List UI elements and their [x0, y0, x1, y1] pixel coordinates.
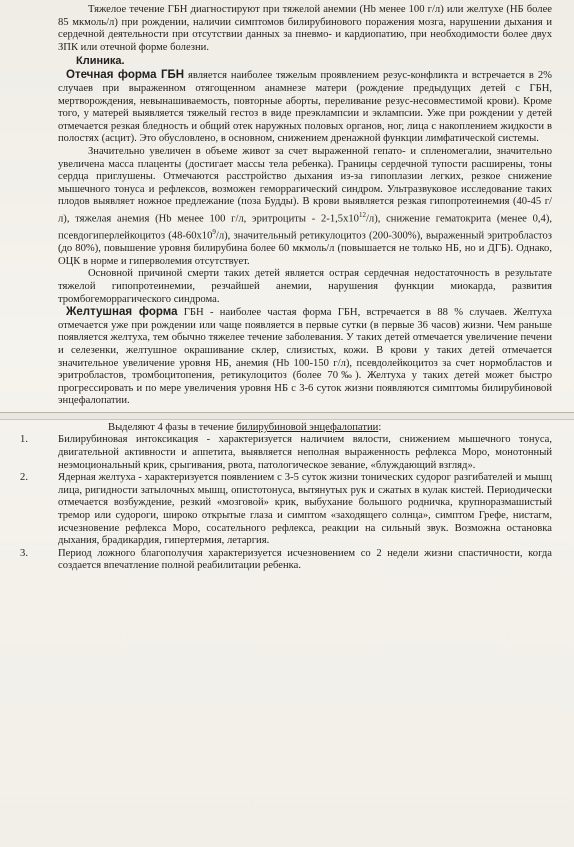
edema-text-2b: /л), снижение гематокрита (менее 0,4), псевдогиперлейкоцитоз (48-60x10 [58, 213, 553, 242]
phase-number: 1. [20, 434, 28, 446]
phase-text: Ядерная желтуха - характеризуется появлением с 3-5 суток жизни тонических судорог разгибателей и мышц лица, ригидности затылочных мышц, опистотонуса, вытянутых рук и сжатых в кулак кистей. Периодически отмечается возбуждение, резкий «мозговой» крик, выбухание большого родничка, крупноразмашистый тремор или судороги, широко открытые глаза и симптом «заходящего солнца», симптом Грефе, нистагм, исчезновение рефлекса Моро, сосательного рефлекса, реакции на сильный звук. Возможна остановка дыхания, брадикардия, гипертермия, летаргия. [58, 472, 552, 547]
icteric-term: Желтушная форма [66, 306, 178, 319]
phases-lead-text: Выделяют 4 фазы в течение [108, 421, 237, 433]
phase-text: Период ложного благополучия характеризуется исчезновением со 2 недели жизни спастичности, когда создается впечатление полной реабилитации ребенка. [58, 547, 552, 572]
phases-lead-underlined: билирубиновой энцефалопатии [236, 421, 379, 433]
phase-item-1 [20, 434, 552, 472]
page-seam-divider [0, 412, 574, 420]
phase-number: 3. [20, 547, 28, 559]
edema-paragraph-1 [58, 69, 552, 146]
phases-lead [108, 422, 552, 435]
superscript-12: 12 [358, 210, 366, 219]
phase-item-2 [20, 472, 552, 548]
edema-text-2c: /л), значительный ретикулоцитоз (200-300%), выраженный эритробластоз (до 80%), повышение уровня билирубина более 60 мкмоль/л (повышается не только НБ, но и ДГБ). Однако, ОЦК в норме и гиперволемия отсутствует. [58, 230, 552, 267]
phase-text: Билирубиновая интоксикация - характеризуется наличием вялости, снижением мышечного тонуса, двигательной активности и аппетита, выявляется неполная выраженность рефлекса Моро, монотонный неэмоциональный крик, срыгивания, рвота, патологическое зевание, «блуждающий взгляд». [58, 434, 552, 471]
phase-number: 2. [20, 472, 28, 484]
clinic-heading: Клиника. [76, 55, 125, 68]
edema-paragraph-2 [58, 146, 552, 268]
phases-list [20, 434, 552, 573]
edema-text-2a: Значительно увеличен в объеме живот за счет выраженной гепато- и спленомегалии, значительно увеличена масса плаценты (достигает массы тела ребенка). Границы сердечной тупости расширены, тоны сердца приглушены. Отмечаются расстройство дыхания из-за гипоплазии легких, резкое снижение мышечного тонуса и рефлексов, возможен геморрагический синдром. Ультразвуковое исследование таких плодов выявляет ножное предлежание (поза Будды). В крови выявляется резкая гипопротеинемия (40-45 г/л), тяжелая анемия (Hb менее 100 г/л, эритроциты - 2-1,5x10 [58, 145, 552, 225]
icteric-paragraph [58, 306, 552, 408]
edema-term: Отечная форма ГБН [66, 69, 185, 82]
icteric-text: ГБН - наиболее частая форма ГБН, встречается в 88 % случаев. Желтуха отмечается уже при рождении или чаще появляется в первые сутки (в первые 36 часов) жизни. Чем раньше появляется желтуха, тем обычно тяжелее течение заболевания. У таких детей отмечается увеличение печени и селезенки, желтушное окрашивание склер, слизистых, кожи. В крови у таких детей отмечается значительное увеличение уровня НБ, анемия (Hb 100-150 г/л), псевдолейкоцитоз за счет нормобластов и эритробластов, тромбоцитопения, ретикулоцитоз (более 70‰). Желтуха у таких детей может быстро прогрессировать и по мере увеличения уровня НБ с 3-6 суток жизни появляются симптомы билирубиновой энцефалопатии. [58, 307, 552, 407]
edema-text-1: является наиболее тяжелым проявлением резус-конфликта и встречается в 2% случаев при выраженном отягощенном анамнезе матери (рождение предыдущих детей с ГБН, мертворождения, невынашиваемость, повторные аборты, переливание резус-несовместимой крови). Кроме того, у матерей выявляется тяжелый гестоз в виде преэклампсии и эклампсии. Уже при рождении у детей отмечается резкая бледность и общий отек наружных половых органов, ног, лица с накоплением жидкости в полостях (асцит). Это обусловлено, в основном, снижением дренажной функции лимфатической системы. [58, 70, 552, 145]
phases-lead-colon: : [378, 421, 382, 433]
phase-item-3 [20, 547, 552, 573]
edema-paragraph-3: Основной причиной смерти таких детей является острая сердечная недостаточность в результате тяжелой гипопротеинемии, резчайшей анемии, нарушения функции миокарда, развития тромбогеморрагического синдрома. [58, 268, 552, 305]
superscript-9: 9 [212, 228, 216, 237]
intro-paragraph: Тяжелое течение ГБН диагностируют при тяжелой анемии (Hb менее 100 г/л) или желтухе (НБ более 85 мкмоль/л) при рождении, наличии симптомов билирубинового поражения мозга, нарушении дыхания и сердечной деятельности при отсутствии данных за пневмо- и кардиопатию, при необходимости более двух ЗПК или отечной форме болезни. [58, 4, 552, 53]
